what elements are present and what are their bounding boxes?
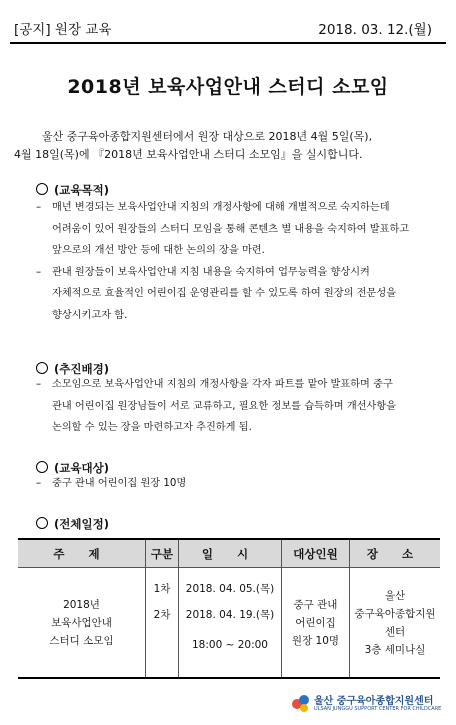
list-item: – 매년 변경되는 보육사업안내 지침의 개정사항에 대해 개별적으로 숙지하는데 어려움이 있어 원장들의 스터디 모임을 통해 콘텐츠 별 내용을 숙지하여 발표하고 앞으로의 개선 방안 등에 대한 논의의 장을 마련. xyxy=(36,197,444,262)
circle-bullet-icon xyxy=(36,183,48,195)
circle-bullet-icon xyxy=(36,461,48,473)
background-list xyxy=(36,374,444,439)
header-datetime: 일 시 xyxy=(179,539,282,568)
dash-bullet-icon: – xyxy=(36,266,42,278)
table-header-row xyxy=(18,539,440,568)
list-item: – 소모임으로 보육사업안내 지침의 개정사항을 각자 파트를 맡아 발표하며 중구 관내 어린이집 원장님들이 서로 교류하고, 필요한 정보를 습득하며 개선사항을 논의할 수 있는 장을 마련하고자 추진하게 됨. xyxy=(36,374,444,439)
circle-bullet-icon xyxy=(36,362,48,374)
list-item: – 중구 관내 어린이집 원장 10명 xyxy=(36,473,444,495)
notice-date: 2018. 03. 12.(월) xyxy=(318,22,432,38)
footer-center-eng: ULSAN JUNGGU SUPPORT CENTER FOR CHILDCARE xyxy=(314,706,442,712)
target-list xyxy=(36,473,444,495)
header-topic: 주 제 xyxy=(18,539,146,568)
header-place: 장 소 xyxy=(350,539,441,568)
cell-datetime: 2018. 04. 05.(목) 2018. 04. 19.(목) 18:00 ~ 20:00 xyxy=(179,568,282,679)
intro-line-2: 4월 18일(목)에 『2018년 보육사업안내 스터디 소모임』을 실시합니다. xyxy=(14,148,363,161)
dash-bullet-icon: – xyxy=(36,202,42,213)
cell-session: 1차 2차 xyxy=(146,568,179,679)
footer-center-name: 울산 중구육아종합지원센터 xyxy=(314,696,434,707)
notice-header xyxy=(10,14,446,44)
header-target: 대상인원 xyxy=(282,539,350,568)
section-heading-background: (추진배경) xyxy=(36,361,109,377)
section-heading-schedule: (전체일정) xyxy=(36,516,109,532)
intro-line-1: 울산 중구육아종합지원센터에서 원장 대상으로 2018년 4월 5일(목), xyxy=(42,130,373,143)
list-item: – 관내 원장들이 보육사업안내 지침 내용을 숙지하여 업무능력을 향상시켜 자체적으로 효율적인 어린이집 운영관리를 할 수 있도록 하여 원장의 전문성을 향상시키고자 함. xyxy=(36,262,444,327)
table-row xyxy=(18,568,440,679)
intro-paragraph xyxy=(14,128,442,164)
center-logo-icon xyxy=(290,692,312,714)
section-heading-target: (교육대상) xyxy=(36,460,109,476)
cell-topic: 2018년 보육사업안내 스터디 소모임 xyxy=(18,568,146,679)
dash-bullet-icon: – xyxy=(36,379,42,390)
circle-bullet-icon xyxy=(36,517,48,529)
section-heading-purpose: (교육목적) xyxy=(36,182,109,198)
cell-target: 중구 관내 어린이집 원장 10명 xyxy=(282,568,350,679)
notice-label: [공지] 원장 교육 xyxy=(14,22,112,38)
footer-logo xyxy=(290,690,450,716)
dash-bullet-icon: – xyxy=(36,478,42,489)
page-title: 2018년 보육사업안내 스터디 소모임 xyxy=(67,76,389,98)
schedule-table xyxy=(18,538,440,679)
cell-place: 울산 중구육아종합지원센터 3층 세미나실 xyxy=(350,568,441,679)
purpose-list xyxy=(36,197,444,326)
header-session: 구분 xyxy=(146,539,179,568)
